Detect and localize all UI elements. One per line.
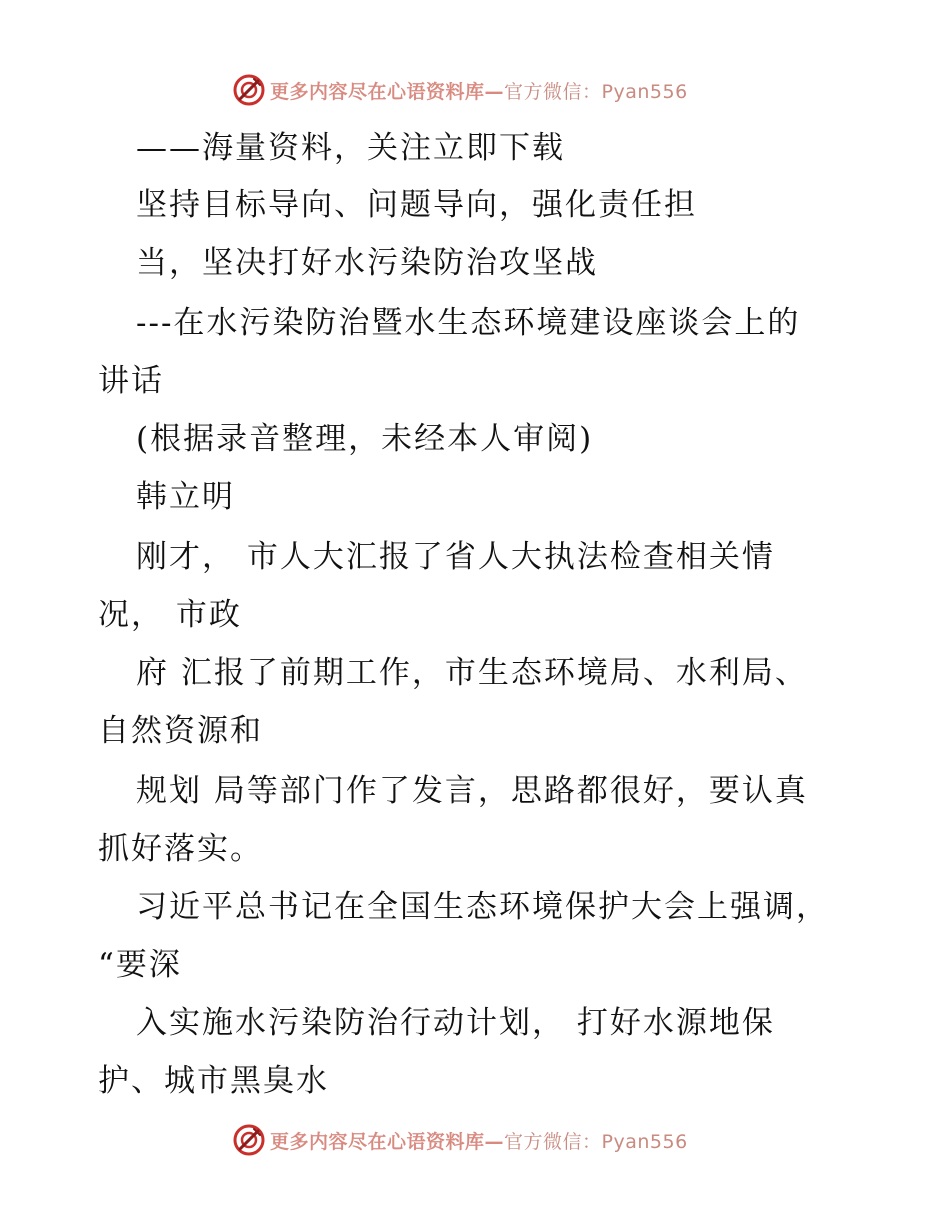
text-line: 护、城市黑臭水 <box>98 1063 329 1099</box>
watermark-wechat: 官方微信：Pyan556 <box>504 80 688 103</box>
text-line: 坚持目标导向、问题导向，强化责任担 <box>136 187 697 223</box>
text-line: “要深 <box>98 947 182 983</box>
text-line: 抓好落实。 <box>98 831 263 867</box>
text-line: 况， 市政 <box>98 597 242 633</box>
watermark-footer <box>232 1122 688 1158</box>
text-line: ——海量资料，关注立即下载 <box>136 130 565 166</box>
text-line: 习近平总书记在全国生态环境保护大会上强调， <box>136 889 829 925</box>
text-line: 府 汇报了前期工作，市生态环境局、水利局、 <box>136 655 808 691</box>
text-line: (根据录音整理，未经本人审阅) <box>136 421 594 457</box>
watermark-header <box>232 72 688 108</box>
text-line: 规划 局等部门作了发言，思路都很好，要认真 <box>136 773 808 809</box>
watermark-text: 更多内容尽在心语资料库—官方微信：Pyan556 <box>270 1130 688 1153</box>
watermark-text: 更多内容尽在心语资料库—官方微信：Pyan556 <box>270 80 688 103</box>
logo-icon <box>232 1123 266 1157</box>
text-line: 入实施水污染防治行动计划， 打好水源地保 <box>136 1005 775 1041</box>
text-line: 刚才， 市人大汇报了省人大执法检查相关情 <box>136 539 775 575</box>
text-line: 当，坚决打好水污染防治攻坚战 <box>136 245 598 281</box>
text-line: ---在水污染防治暨水生态环境建设座谈会上的 <box>136 305 801 341</box>
text-line: 讲话 <box>98 363 164 399</box>
watermark-wechat: 官方微信：Pyan556 <box>504 1130 688 1153</box>
text-line: 韩立明 <box>136 479 235 515</box>
text-line: 自然资源和 <box>98 713 263 749</box>
logo-icon <box>232 73 266 107</box>
